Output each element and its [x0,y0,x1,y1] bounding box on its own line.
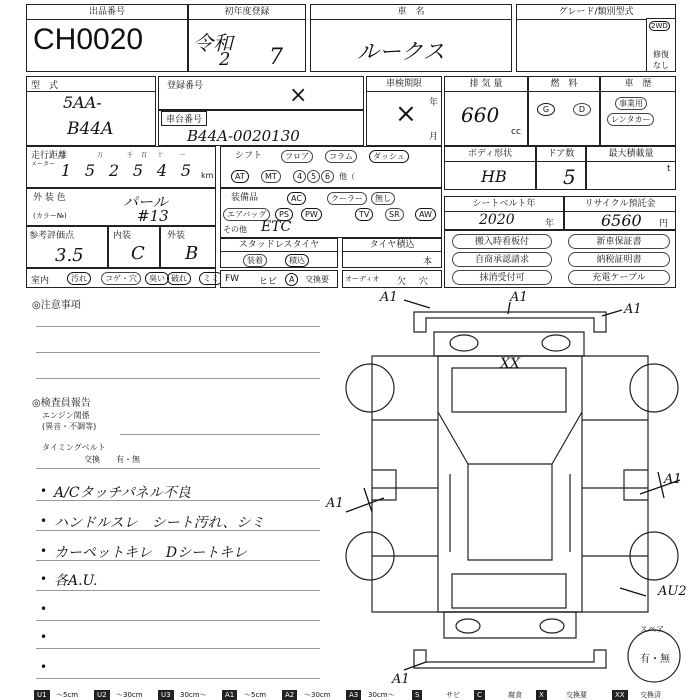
audio-missing: 欠 [397,277,407,287]
odo-digit: 5 [84,161,96,180]
legend-code: U1 [34,690,50,700]
notes-line [36,326,320,327]
repair-none: なし [653,61,669,70]
mark-line [602,310,622,316]
lot-number-value: CH0020 [33,23,144,56]
windshield-box [220,270,338,288]
shift-dash[interactable]: ダッシュ [369,150,409,163]
exterior-color-value: パール [123,193,168,211]
interior-grade-box [108,226,160,268]
fuel-g-option[interactable]: G [537,103,555,116]
report-line-text: カーペットキレ Dシートキレ [54,545,247,561]
audio-hole: 穴 [419,277,429,287]
chassis-number-box [158,110,364,146]
windshield-shape [452,368,566,412]
room-label: 室内 [31,276,50,286]
room-burn[interactable]: コゲ・穴 [101,272,141,285]
exterior-color-box [26,188,216,226]
tire-load-box [342,238,442,268]
wheel-front-right-shape [630,364,678,412]
equip-cooler[interactable]: クーラー [327,192,367,205]
recycle-deposit-value: 6560 [601,211,642,230]
engine-label: エンジン関係 [42,411,90,420]
model-box [26,76,156,146]
exterior-grade-label: 外装 [167,231,186,241]
equipment-label: 装備品 [231,193,259,203]
model-sub: B44A [67,119,114,139]
odo-unit-1: 万 [97,152,104,159]
spare-label: スペア [640,625,664,634]
inspection-year-unit: 年 [429,98,439,108]
inspection-mark: × [395,99,417,129]
report-line [36,620,320,621]
room-other[interactable]: ミミ [199,272,223,285]
score-box [26,226,108,268]
twod-label: 2WD [651,22,668,30]
bullet: • [40,484,48,498]
door-count-label: ドア数 [537,147,585,162]
shift-other: 他（ [339,172,355,181]
legend-desc: 交換済 [640,691,661,699]
legend-code: A2 [282,690,297,700]
damage-mark: A1 [624,302,642,317]
shift-box [220,146,442,188]
studless-loaded[interactable]: 積込 [285,254,309,267]
mark-line [404,300,430,308]
equip-other-label: その他 [223,225,247,234]
report-line [36,530,320,531]
inspection-expiry-label: 車検期限 [367,77,441,92]
headlight-right-shape [542,335,570,351]
shift-floor[interactable]: フロア [281,150,313,163]
registration-number-label: 登録番号 [167,81,204,91]
history-business[interactable]: 事業用 [615,97,647,110]
era-value: 令和 [193,31,233,55]
legend-desc: 腐食 [508,691,522,699]
legend-desc: サビ [446,691,460,699]
odo-digit: 4 [156,161,168,180]
notes-line [36,352,320,353]
grade-label: グレード/類別型式 [517,5,675,20]
tire-count-unit: 本 [423,257,433,267]
mark-line [346,488,384,512]
seatbelt-year-unit: 年 [545,219,555,229]
cabin-shape [438,356,582,612]
year-value: 2 [219,49,231,70]
car-name-label: 車 名 [311,5,511,20]
damage-mark: A1 [326,496,344,511]
model-label: 型 式 [31,81,59,91]
body-type-box [444,146,536,190]
report-title: ◎検査員報告 [32,398,91,409]
report-line [36,678,320,679]
legend-code: U2 [94,690,110,700]
report-line-text: ハンドルスレ シート汚れ、シミ [54,515,265,531]
charging-cable-button[interactable]: 充電ケーブル [568,270,670,285]
first-registration-box [188,4,306,72]
mirror-right-shape [624,470,648,500]
equipment-box [220,188,442,238]
legend-desc: 30cm～ [180,691,207,699]
bullet: • [40,544,48,558]
equip-none[interactable]: 無し [371,192,395,205]
car-name-box [310,4,512,72]
report-line-text: A/Cタッチパネル不良 [54,485,191,501]
lot-number-label: 出品番号 [27,5,187,20]
new-car-warranty-button[interactable]: 新車保証書 [568,234,670,249]
audio-box [342,270,442,288]
odo-digit: 5 [180,161,192,180]
fw-replace: 交換要 [305,275,329,284]
interior-grade-label: 内装 [113,231,132,241]
registration-number-value: × [289,83,308,108]
report-line [36,468,320,469]
roof-line-shape [450,474,570,552]
mark-line [404,662,426,670]
history-rental[interactable]: レンタカー [607,113,654,126]
fuel-label: 燃 料 [529,77,599,92]
max-load-box [586,146,676,190]
taillight-right-shape [540,619,564,633]
bullet: • [40,572,48,586]
odometer-km: km [201,171,214,180]
registration-number-box [158,76,364,110]
report-line [36,560,320,561]
legend-code: A1 [222,690,237,700]
notes-title: ◎注意事項 [32,300,81,311]
body-type-value: HB [481,167,507,186]
first-registration-label: 初年度登録 [189,5,305,20]
tax-certificate-button[interactable]: 納税証明書 [568,252,670,267]
seatbelt-year-value: 2020 [479,212,515,228]
equip-tv[interactable]: TV [355,208,373,221]
odo-unit-2: 千 [127,152,134,159]
displacement-label: 排 気 量 [445,77,527,92]
equip-other-value: ETC [261,219,292,235]
odo-unit-3: 百 [141,152,148,159]
shift-gear-4[interactable]: 4 [293,170,306,183]
shift-label: シフト [235,151,263,161]
timing-belt-label: タイミングベルト [42,443,106,452]
equip-aw[interactable]: AW [415,208,436,221]
odo-digit: 2 [108,161,120,180]
report-line-text: 各A.U. [54,573,98,589]
exterior-grade-box [160,226,216,268]
displacement-box [444,76,528,146]
equip-ac[interactable]: AC [287,192,306,205]
damage-mark: A1 [664,472,682,487]
legend-code: C [474,690,485,700]
taillight-left-shape [456,619,480,633]
car-name-value: ルークス [357,40,445,65]
body-type-label: ボディ形状 [445,147,535,162]
odometer-box [26,146,216,188]
report-line [36,500,320,501]
studless-label: スタッドレスタイヤ [221,239,337,252]
inspection-month-unit: 月 [429,132,439,142]
color-number-value: #13 [137,207,169,225]
rear-window-shape [452,574,566,608]
fuel-d-option[interactable]: D [573,103,591,116]
a-pillar-shape [438,412,582,464]
shift-gear-6[interactable]: 6 [321,170,334,183]
room-tear[interactable]: 破れ [167,272,191,285]
seatbelt-year-label: シートベルト年 [445,197,563,212]
report-line [36,590,320,591]
damage-mark: AU2 [658,584,687,599]
damage-mark: A1 [380,290,398,305]
fw-crack: ヒビ [259,277,278,287]
deregistration-button[interactable]: 抹消受付可 [452,270,552,285]
displacement-unit: cc [511,127,521,137]
legend-code: S [412,690,422,700]
timing-swap-label: 交換 [84,455,100,464]
shift-mt[interactable]: MT [261,170,281,183]
door-count-box [536,146,586,190]
fuel-box [528,76,600,146]
max-load-unit: t [667,164,671,174]
fw-label: FW [225,274,240,284]
shift-gear-5[interactable]: 5 [307,170,320,183]
chassis-number-label: 車台番号 [161,111,207,126]
damage-mark: A1 [392,672,410,687]
hood-shape [434,332,584,356]
door-count-value: 5 [563,165,576,189]
shift-column[interactable]: コラム [325,150,357,163]
legend-code: X [536,690,547,700]
wheel-rear-left-shape [346,532,394,580]
bullet: • [40,514,48,528]
legend-desc: ～5cm [56,691,79,699]
shift-at[interactable]: AT [231,170,249,183]
repair-label: 修復 [653,50,669,59]
tire-load-label: タイヤ積込 [343,239,441,252]
seatbelt-year-box [444,196,564,230]
odo-digit: 1 [60,161,72,180]
rear-bumper-shape [414,650,606,668]
inspection-expiry-box [366,76,442,146]
approval-request-button[interactable]: 自商承認請求 [452,252,552,267]
mark-line [620,588,646,596]
recycle-deposit-box [564,196,676,230]
timing-options: 有・無 [116,455,140,464]
audio-label: オーディオ [345,275,380,283]
month-value: 7 [269,45,283,70]
studless-box [220,238,338,268]
score-value: 3.5 [55,245,84,266]
front-bumper-shape [414,312,606,332]
headlight-left-shape [450,335,478,351]
odometer-meter: メーター [31,161,56,168]
vehicle-history-box [600,76,676,146]
exterior-color-label: 外 装 色 [33,193,66,203]
equip-pw[interactable]: PW [301,208,322,221]
chassis-number-value: B44A-0020130 [187,127,300,145]
odo-unit-4: 十 [157,152,164,159]
room-stain[interactable]: 汚れ [67,272,91,285]
vehicle-history-label: 車 歴 [601,77,675,92]
spare-options: 有・無 [640,654,670,665]
score-label: 参考評価点 [29,231,75,241]
mirror-left-shape [372,470,396,500]
recycle-deposit-label: リサイクル預託金 [565,197,675,212]
tailgate-shape [444,612,576,638]
bullet: • [40,602,48,616]
body-outline-shape [372,356,648,612]
damage-mark: A1 [510,290,528,305]
engine-sub: (異音・不調等) [42,422,97,431]
signboard-button[interactable]: 搬入時看板付 [452,234,552,249]
interior-grade-value: C [131,243,145,264]
studless-installed[interactable]: 装着 [243,254,267,267]
color-number-label: (カラー№) [33,212,67,220]
wheel-rear-right-shape [630,532,678,580]
odo-unit-5: 一 [179,152,186,159]
equip-sr[interactable]: SR [385,208,404,221]
odo-digit: 5 [132,161,144,180]
fw-a[interactable]: A [285,273,298,286]
legend-desc: 交換要 [566,691,587,699]
bullet: • [40,660,48,674]
notes-line [36,378,320,379]
bullet: • [40,630,48,644]
lot-number-box [26,4,188,72]
legend-desc: 30cm～ [368,691,395,699]
legend-desc: ～30cm [304,691,331,699]
equip-ps[interactable]: PS [275,208,293,221]
odometer-label: 走行距離 [31,151,68,161]
room-smell[interactable]: 臭い [145,272,169,285]
report-line [36,648,320,649]
legend-code: A3 [346,690,361,700]
room-condition-box [26,268,219,288]
legend-code: XX [612,690,628,700]
wheel-front-left-shape [346,364,394,412]
max-load-label: 最大積載量 [587,147,675,162]
displacement-value: 660 [461,103,500,127]
model-code: 5AA- [63,93,102,112]
repair-box [646,18,676,72]
damage-mark: XX [500,356,520,372]
exterior-grade-value: B [185,243,199,264]
equip-airbag[interactable]: エアバッグ [223,208,270,221]
legend-code: U3 [158,690,174,700]
recycle-deposit-unit: 円 [659,219,669,229]
legend-desc: ～5cm [244,691,267,699]
legend-desc: ～30cm [116,691,143,699]
roof-shape [468,464,552,560]
engine-line [120,434,320,435]
